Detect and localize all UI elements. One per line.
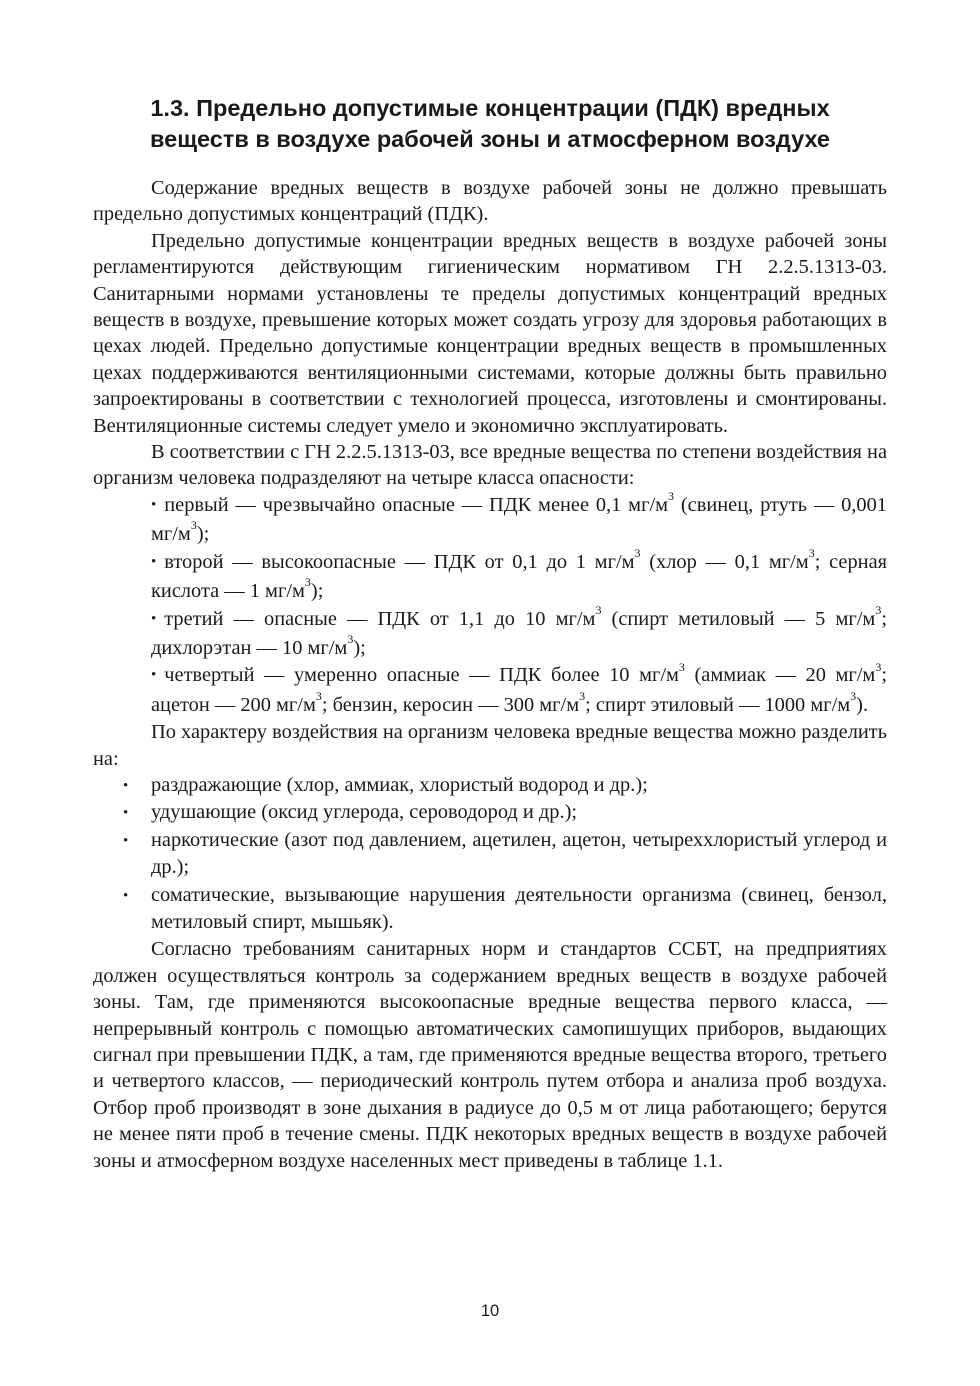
effect-list-item: • наркотические (азот под давлением, ацетилен, ацетон, четыреххлористый углерод и др.); bbox=[123, 828, 887, 879]
hazard-class-item: • второй — высокоопасные — ПДК от 0,1 до 1 $мг/м^3$ (хлор — 0,1 $мг/м^3$; серная кислота — 1 $мг/м^3$); bbox=[151, 545, 887, 603]
paragraph-classes-intro: В соответствии с ГН 2.2.5.1313-03, все вредные вещества по степени воздействия на организм человека подразделяют на четыре класса опасности: bbox=[93, 441, 887, 490]
effect-list-item: • раздражающие (хлор, аммиак, хлористый водород и др.); bbox=[93, 772, 887, 799]
bullet-icon: • bbox=[151, 553, 157, 570]
bullet-icon: • bbox=[123, 887, 129, 904]
heading-line-1: 1.3. Предельно допустимые концентрации (ПДК) вредных bbox=[150, 95, 830, 121]
hazard-class-item: • третий — опасные — ПДК от 1,1 до 10 $мг/м^3$ (спирт метиловый — 5 $мг/м^3$; дихлорэтан — 10 $мг/м^3$); bbox=[151, 602, 887, 659]
page-number: 10 bbox=[480, 1302, 500, 1320]
body-text bbox=[93, 175, 887, 1174]
bullet-icon: • bbox=[151, 610, 157, 627]
bullet-icon: • bbox=[123, 777, 129, 794]
bullet-icon: • bbox=[123, 805, 129, 822]
bullet-icon: • bbox=[151, 667, 157, 684]
paragraph-regulation: Предельно допустимые концентрации вредных веществ в воздухе рабочей зоны регламентируются действующим гигиеническим нормативом ГН 2.2.5.1313-03. Санитарными нормами установлены те пределы допустимых концентраций вредных веществ в воздухе, превышение которых может создать угрозу для здоровья работающих в цехах людей. Предельно допустимые концентрации вредных веществ в промышленных цехах поддерживаются вентиляционными системами, которые должны быть правильно запроектированы в соответствии с технологией процесса, изготовлены и смонтированы. Вентиляционные системы следует умело и экономично эксплуатировать. bbox=[93, 229, 887, 437]
hazard-class-item: • первый — чрезвычайно опасные — ПДК менее 0,1 $мг/м^3$ (свинец, ртуть — 0,001 $мг/м^3$); bbox=[151, 489, 887, 546]
section-heading bbox=[90, 93, 890, 155]
paragraph-effects-intro: По характеру воздействия на организм человека вредные вещества можно разделить на: bbox=[93, 721, 887, 770]
effect-list-item: • соматические, вызывающие нарушения деятельности организма (свинец, бензол, метиловый спирт, мышьяк). bbox=[123, 883, 887, 933]
hazard-class-item: • четвертый — умеренно опасные — ПДК более 10 $мг/м^3$ (аммиак — 20 $мг/м^3$; ацетон — 200 $мг/м^3$; бензин, керосин — 300 $мг/м^3$; спирт этиловый — 1000 $мг/м^3$). bbox=[151, 659, 887, 716]
effect-list-item: • удушающие (оксид углерода, сероводород и др.); bbox=[93, 799, 887, 826]
paragraph-monitoring: Согласно требованиям санитарных норм и стандартов ССБТ, на предприятиях должен осуществляться контроль за содержанием вредных веществ в воздухе рабочей зоны. Там, где применяются высокоопасные вредные вещества первого класса, — непрерывный контроль с помощью автоматических самопишущих приборов, выдающих сигнал при превышении ПДК, а там, где применяются вредные вещества второго, третьего и четвертого классов, — периодический контроль путем отбора и анализа проб воздуха. Отбор проб производят в зоне дыхания в радиусе до 0,5 м от лица работающего; берутся не менее пяти проб в течение смены. ПДК некоторых вредных веществ в воздухе рабочей зоны и атмосферном воздухе населенных мест приведены в таблице 1.1. bbox=[93, 938, 887, 1172]
paragraph-intro: Содержание вредных веществ в воздухе рабочей зоны не должно превышать предельно допустимых концентраций (ПДК). bbox=[93, 177, 887, 226]
bullet-icon: • bbox=[151, 496, 157, 513]
heading-line-2: веществ в воздухе рабочей зоны и атмосферном воздухе bbox=[149, 126, 831, 152]
bullet-icon: • bbox=[123, 832, 129, 849]
